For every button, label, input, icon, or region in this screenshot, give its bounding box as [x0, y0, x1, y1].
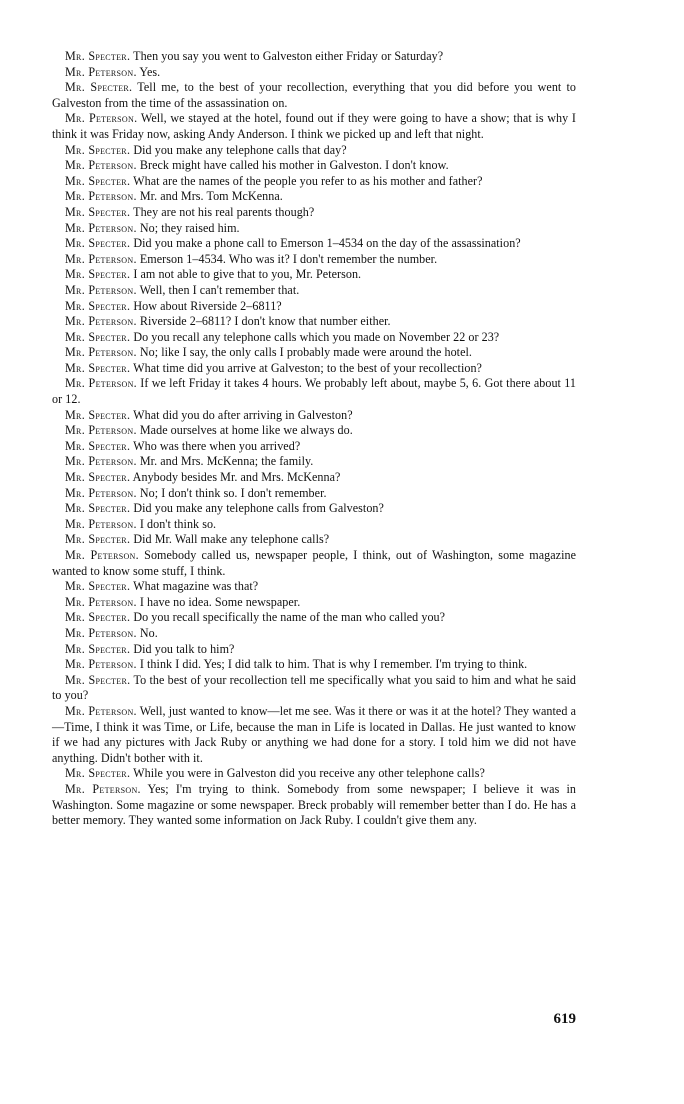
- speaker-name: Mr. Peterson.: [65, 64, 137, 79]
- speaker-name: Mr. Specter.: [65, 501, 131, 516]
- speaker-name: Mr. Peterson.: [65, 423, 137, 438]
- transcript-paragraph: [52, 782, 576, 829]
- transcript-paragraph: [52, 501, 576, 517]
- speech-text: No; I don't think so. I don't remember.: [136, 485, 327, 500]
- transcript-paragraph: [52, 657, 576, 673]
- speech-text: Did you make a phone call to Emerson 1–4534 on the day of the assassination?: [130, 236, 521, 251]
- transcript-paragraph: [52, 330, 576, 346]
- speaker-name: Mr. Specter.: [65, 766, 131, 781]
- speech-text: Did you make any telephone calls from Galveston?: [130, 501, 384, 516]
- speech-text: Made ourselves at home like we always do.: [136, 423, 353, 438]
- speaker-name: Mr. Peterson.: [65, 220, 137, 235]
- speech-text: Tell me, to the best of your recollection, everything that you did before you went to Galveston from the time of the assassination on.: [52, 80, 576, 110]
- speaker-name: Mr. Specter.: [65, 329, 131, 344]
- speaker-name: Mr. Specter.: [65, 267, 131, 282]
- speaker-name: Mr. Peterson.: [65, 189, 137, 204]
- transcript-paragraph: [52, 673, 576, 704]
- speech-text: Did you talk to him?: [130, 641, 235, 656]
- speaker-name: Mr. Specter.: [65, 470, 131, 485]
- speech-text: Do you recall any telephone calls which you made on November 22 or 23?: [130, 329, 500, 344]
- speaker-name: Mr. Specter.: [65, 204, 131, 219]
- speaker-name: Mr. Specter.: [65, 438, 131, 453]
- transcript-paragraph: [52, 221, 576, 237]
- transcript-paragraph: [52, 486, 576, 502]
- transcript-paragraph: [52, 548, 576, 579]
- transcript-paragraph: [52, 579, 576, 595]
- speech-text: What did you do after arriving in Galveston?: [130, 407, 353, 422]
- speaker-name: Mr. Specter.: [65, 532, 131, 547]
- speech-text: Somebody called us, newspaper people, I think, out of Washington, some magazine wanted to know some stuff, I think.: [52, 548, 576, 578]
- speaker-name: Mr. Peterson.: [65, 158, 137, 173]
- speech-text: What are the names of the people you refer to as his mother and father?: [130, 173, 483, 188]
- speech-text: While you were in Galveston did you receive any other telephone calls?: [130, 766, 485, 781]
- transcript-paragraph: [52, 80, 576, 111]
- speaker-name: Mr. Specter.: [65, 298, 131, 313]
- speech-text: Do you recall specifically the name of the man who called you?: [130, 610, 446, 625]
- transcript-paragraph: [52, 454, 576, 470]
- speaker-name: Mr. Specter.: [65, 641, 131, 656]
- speaker-name: Mr. Peterson.: [65, 314, 137, 329]
- speaker-name: Mr. Specter.: [65, 142, 131, 157]
- transcript-paragraph: [52, 205, 576, 221]
- speech-text: No; they raised him.: [136, 220, 240, 235]
- speech-text: No; like I say, the only calls I probably made were around the hotel.: [136, 345, 472, 360]
- speaker-name: Mr. Peterson.: [65, 657, 137, 672]
- speech-text: Well, then I can't remember that.: [136, 282, 300, 297]
- speech-text: Did you make any telephone calls that day?: [130, 142, 347, 157]
- transcript-paragraph: [52, 408, 576, 424]
- speaker-name: Mr. Specter.: [65, 49, 131, 63]
- speech-text: If we left Friday it takes 4 hours. We probably left about, maybe 5, 6. Got there about 11 or 12.: [52, 376, 576, 407]
- speaker-name: Mr. Peterson.: [65, 625, 137, 640]
- transcript-paragraph: [52, 49, 576, 65]
- transcript-paragraph: [52, 158, 576, 174]
- speech-text: I am not able to give that to you, Mr. Peterson.: [130, 267, 362, 282]
- speech-text: Breck might have called his mother in Galveston. I don't know.: [136, 158, 449, 173]
- transcript-paragraph: [52, 642, 576, 658]
- speaker-name: Mr. Peterson.: [65, 548, 139, 562]
- speaker-name: Mr. Specter.: [65, 236, 131, 251]
- speaker-name: Mr. Specter.: [65, 80, 133, 95]
- transcript-paragraph: [52, 283, 576, 299]
- speaker-name: Mr. Peterson.: [65, 282, 137, 297]
- transcript-paragraph: [52, 111, 576, 142]
- speech-text: Yes.: [136, 64, 161, 79]
- speaker-name: Mr. Specter.: [65, 579, 131, 594]
- transcript-paragraph: [52, 517, 576, 533]
- transcript-paragraph: [52, 423, 576, 439]
- transcript-paragraph: [52, 299, 576, 315]
- speaker-name: Mr. Peterson.: [65, 376, 137, 391]
- speech-text: Who was there when you arrived?: [130, 438, 301, 453]
- speaker-name: Mr. Peterson.: [65, 516, 137, 531]
- transcript-paragraph: [52, 189, 576, 205]
- transcript-paragraph: [52, 143, 576, 159]
- transcript-paragraph: [52, 704, 576, 766]
- transcript-paragraph: [52, 345, 576, 361]
- speaker-name: Mr. Peterson.: [65, 594, 137, 609]
- speech-text: Emerson 1–4534. Who was it? I don't remember the number.: [136, 251, 438, 266]
- speech-text: Mr. and Mrs. McKenna; the family.: [136, 454, 314, 469]
- transcript-paragraph: [52, 361, 576, 377]
- speaker-name: Mr. Peterson.: [65, 454, 137, 469]
- speech-text: They are not his real parents though?: [130, 204, 315, 219]
- speech-text: Well, just wanted to know—let me see. Was it there or was it at the hotel? They wanted a—Time, I think it was Time, or Life, because the man in Life is located in Dallas. He just wanted to know if we had any pictures with Jack Ruby or anything we had done for a story. I told him we did not have anything. Didn't bother with it.: [52, 703, 576, 765]
- transcript-paragraph: [52, 314, 576, 330]
- transcript-paragraph: [52, 252, 576, 268]
- transcript-paragraph: [52, 766, 576, 782]
- speech-text: Anybody besides Mr. and Mrs. McKenna?: [130, 470, 341, 485]
- page-number: 619: [553, 1011, 576, 1027]
- speaker-name: Mr. Specter.: [65, 672, 131, 687]
- speech-text: Then you say you went to Galveston either Friday or Saturday?: [130, 49, 444, 63]
- transcript-paragraph: [52, 376, 576, 407]
- speaker-name: Mr. Specter.: [65, 407, 131, 422]
- speaker-name: Mr. Peterson.: [65, 345, 137, 360]
- speech-text: No.: [136, 625, 158, 640]
- speech-text: What magazine was that?: [130, 579, 259, 594]
- speech-text: I have no idea. Some newspaper.: [136, 594, 301, 609]
- transcript-paragraph: [52, 532, 576, 548]
- transcript-paragraph: [52, 174, 576, 190]
- transcript-paragraph: [52, 470, 576, 486]
- speaker-name: Mr. Specter.: [65, 610, 131, 625]
- speech-text: Yes; I'm trying to think. Somebody from some newspaper; I believe it was in Washington. Some magazine or some newspaper. Breck probably will remember better than I do. He has a better memory. They wanted some information on Jack Ruby. I couldn't give them any.: [52, 781, 576, 828]
- speaker-name: Mr. Peterson.: [65, 781, 141, 796]
- speech-text: Mr. and Mrs. Tom McKenna.: [136, 189, 283, 204]
- speaker-name: Mr. Peterson.: [65, 703, 137, 718]
- transcript-paragraph: [52, 595, 576, 611]
- transcript-paragraph: [52, 626, 576, 642]
- speech-text: I don't think so.: [136, 516, 217, 531]
- transcript-paragraph: [52, 267, 576, 283]
- speaker-name: Mr. Peterson.: [65, 111, 138, 126]
- speaker-name: Mr. Peterson.: [65, 485, 137, 500]
- speech-text: What time did you arrive at Galveston; to the best of your recollection?: [130, 360, 482, 375]
- speech-text: I think I did. Yes; I did talk to him. That is why I remember. I'm trying to think.: [136, 657, 528, 672]
- speech-text: How about Riverside 2–6811?: [130, 298, 282, 313]
- speech-text: Did Mr. Wall make any telephone calls?: [130, 532, 330, 547]
- speech-text: Well, we stayed at the hotel, found out if they were going to have a show; that is why I think it was Friday now, asking Andy Anderson. I think we picked up and left that night.: [52, 111, 577, 141]
- speaker-name: Mr. Peterson.: [65, 251, 137, 266]
- speaker-name: Mr. Specter.: [65, 173, 131, 188]
- speaker-name: Mr. Specter.: [65, 360, 131, 375]
- speech-text: To the best of your recollection tell me specifically what you said to him and what he said to you?: [52, 672, 576, 703]
- transcript-paragraph: [52, 610, 576, 626]
- transcript-page: [52, 49, 576, 829]
- transcript-paragraph: [52, 236, 576, 252]
- transcript-paragraph: [52, 65, 576, 81]
- transcript-paragraph: [52, 439, 576, 455]
- speech-text: Riverside 2–6811? I don't know that number either.: [136, 314, 391, 329]
